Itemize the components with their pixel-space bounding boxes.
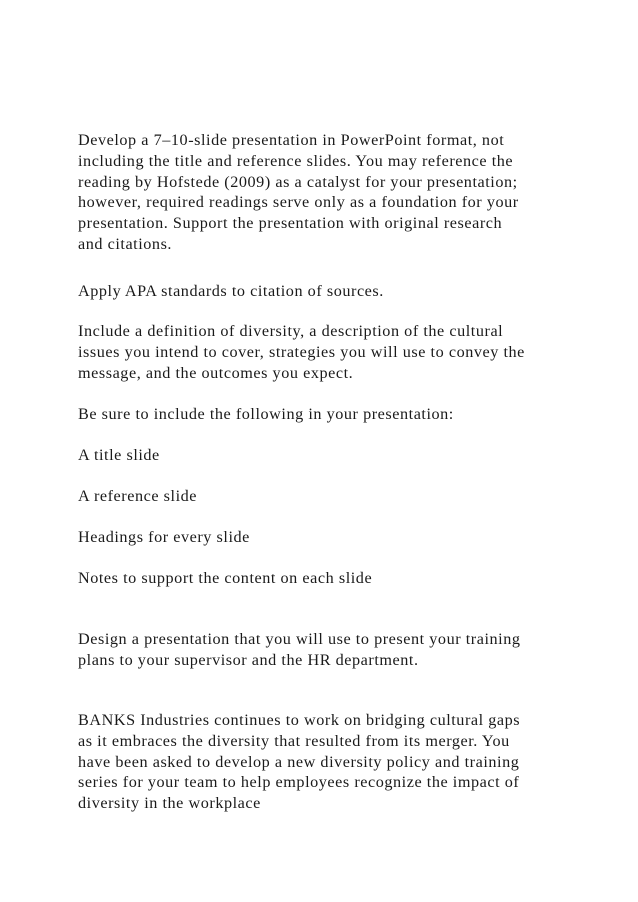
design-presentation-paragraph: Design a presentation that you will use to present your training plans to your supervisor and the HR department.	[78, 630, 521, 669]
include-following-paragraph: Be sure to include the following in your presentation:	[78, 405, 454, 423]
assignment-instructions-paragraph: Develop a 7–10-slide presentation in PowerPoint format, not including the title and reference slides. You may reference the reading by Hofstede (2009) as a catalyst for your presentation; however, required readings serve only as a foundation for your presentation. Support the presentation with original research and citations.	[78, 131, 519, 253]
list-item-headings: Headings for every slide	[78, 528, 250, 546]
content-requirements-paragraph: Include a definition of diversity, a description of the cultural issues you intend to cover, strategies you will use to convey the message, and the outcomes you expect.	[78, 322, 525, 382]
apa-standards-paragraph: Apply APA standards to citation of sources.	[78, 282, 384, 300]
list-item-notes: Notes to support the content on each slide	[78, 569, 373, 587]
list-item-title-slide: A title slide	[78, 446, 160, 464]
list-item-reference-slide: A reference slide	[78, 487, 198, 505]
banks-industries-paragraph: BANKS Industries continues to work on bridging cultural gaps as it embraces the diversity that resulted from its merger. You have been asked to develop a new diversity policy and training series for your team to help employees recognize the impact of diversity in the workplace	[78, 711, 521, 813]
